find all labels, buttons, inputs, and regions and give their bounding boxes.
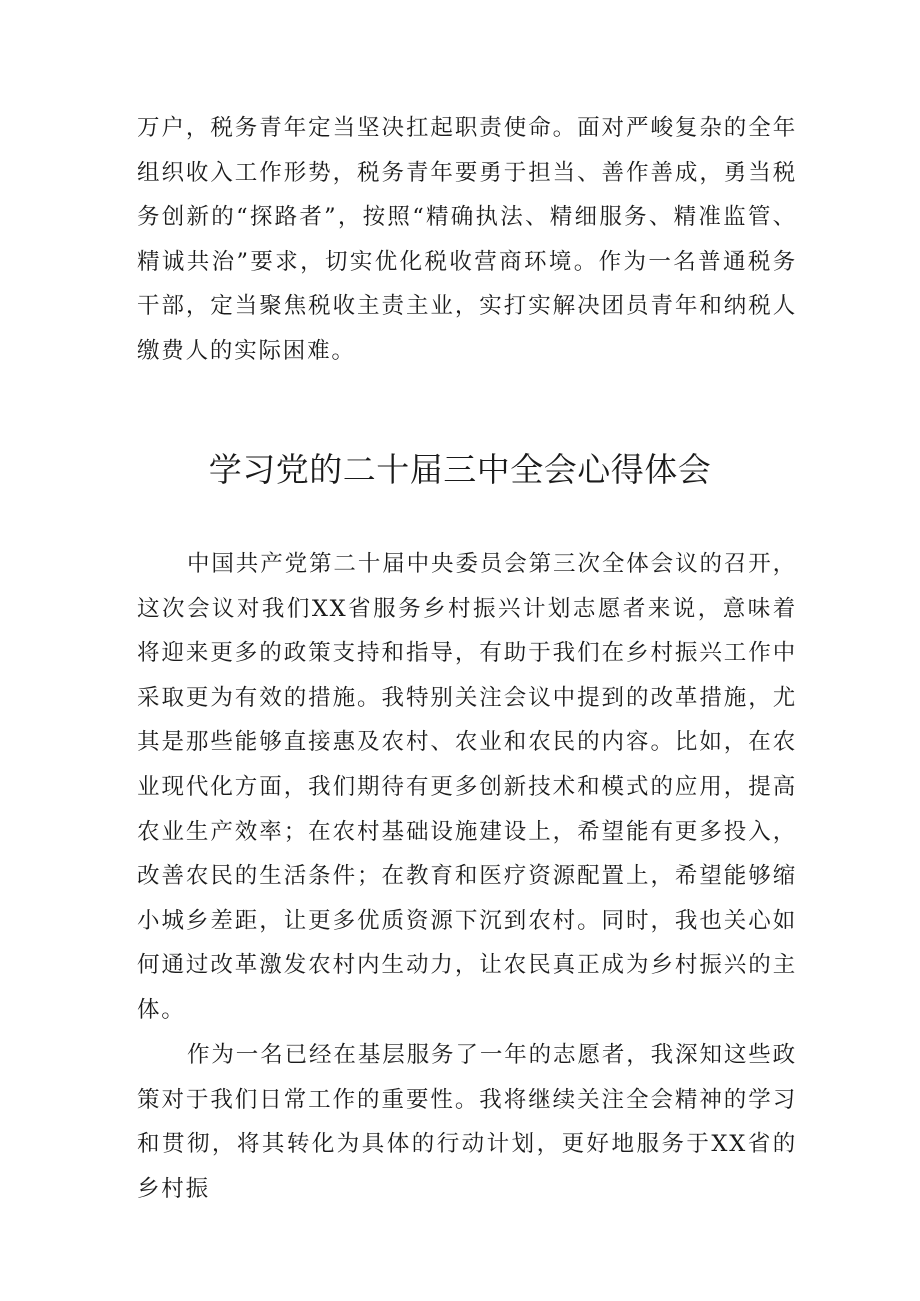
document-title: 学习党的二十届三中全会心得体会: [208, 450, 712, 489]
body-paragraph-2: 作为一名已经在基层服务了一年的志愿者，我深知这些政策对于我们日常工作的重要性。我将继续关注全会精神的学习和贯彻，将其转化为具体的行动计划，更好地服务于XX省的乡村振: [137, 1042, 797, 1202]
continued-paragraph: 万户，税务青年定当坚决扛起职责使命。面对严峻复杂的全年组织收入工作形势，税务青年要勇于担当、善作善成，勇当税务创新的“探路者”，按照“精确执法、精细服务、精准监管、精诚共治”要求，切实优化税收营商环境。作为一名普通税务干部，定当聚焦税收主责主业，实打实解决团员青年和纳税人缴费人的实际困难。: [137, 115, 797, 364]
body-paragraph-1: 中国共产党第二十届中央委员会第三次全体会议的召开，这次会议对我们XX省服务乡村振兴计划志愿者来说，意味着将迎来更多的政策支持和指导，有助于我们在乡村振兴工作中采取更为有效的措施。我特别关注会议中提到的改革措施，尤其是那些能够直接惠及农村、农业和农民的内容。比如，在农业现代化方面，我们期待有更多创新技术和模式的应用，提高农业生产效率；在农村基础设施建设上，希望能有更多投入，改善农民的生活条件；在教育和医疗资源配置上，希望能够缩小城乡差距，让更多优质资源下沉到农村。同时，我也关心如何通过改革激发农村内生动力，让农民真正成为乡村振兴的主体。: [137, 551, 797, 1023]
